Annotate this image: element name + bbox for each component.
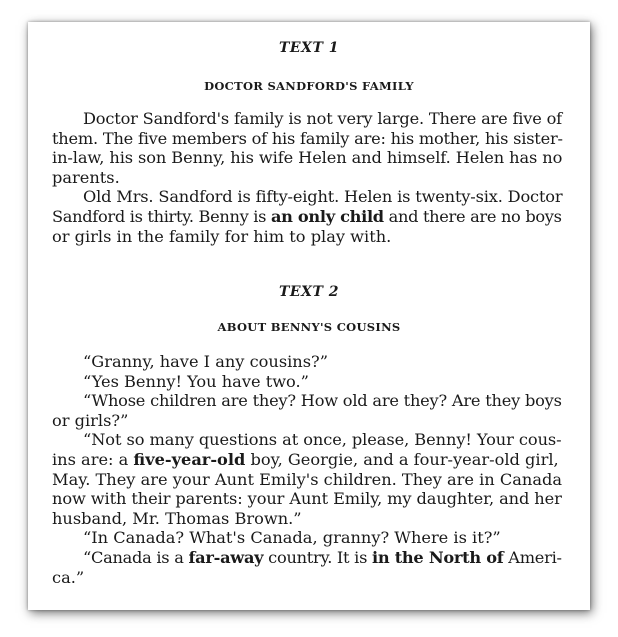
text1-line: parents.	[52, 167, 120, 187]
text-run: “Canada is a	[83, 547, 189, 567]
bold-phrase: far-away	[188, 547, 264, 567]
text-run: Ameri-	[503, 547, 562, 567]
text2-line: now with their parents: your Aunt Emily, my daughter, and her	[52, 489, 562, 509]
bold-phrase: five-year-old	[133, 449, 246, 469]
text1-heading: TEXT 1	[279, 40, 339, 56]
text2-line: ca.”	[52, 567, 85, 587]
text2-line-mixed	[52, 548, 562, 568]
text2-body	[52, 352, 562, 587]
text2-heading: TEXT 2	[279, 284, 339, 300]
text2-line-mixed	[52, 450, 562, 470]
text1-line: Doctor Sandford's family is not very large. There are five of	[83, 109, 562, 128]
page	[28, 22, 590, 610]
text1-line: in-law, his son Benny, his wife Helen and himself. Helen has no	[52, 148, 563, 168]
text-run: country. It is	[263, 547, 372, 567]
text2-line: or girls?”	[52, 410, 129, 430]
text2-line: “Whose children are they? How old are they? Are they boys	[83, 391, 562, 411]
text1-title: DOCTOR SANDFORD'S FAMILY	[204, 79, 414, 93]
text2-line: husband, Mr. Thomas Brown.”	[52, 508, 302, 528]
bold-phrase: an only child	[270, 206, 384, 226]
text2-title: ABOUT BENNY'S COUSINS	[217, 320, 401, 334]
text2-line: “Granny, have I any cousins?”	[83, 352, 328, 371]
text-run: Sandford is thirty. Benny is	[52, 206, 271, 226]
text2-line: “Not so many questions at once, please, Benny! Your cous-	[83, 430, 562, 450]
text1-line: them. The five members of his family are: his mother, his sister-	[52, 128, 563, 148]
text2-line: “In Canada? What's Canada, granny? Where is it?”	[83, 528, 501, 548]
text1-body	[52, 109, 562, 246]
text2-line: May. They are your Aunt Emily's children. They are in Canada	[52, 469, 562, 489]
text1-line-mixed	[52, 207, 562, 227]
text-run: and there are no boys	[383, 206, 562, 226]
text-run: ins are: a	[52, 449, 134, 469]
bold-phrase: in the North of	[371, 547, 504, 567]
text1-line: or girls in the family for him to play with.	[52, 226, 392, 246]
text1-line: Old Mrs. Sandford is fifty-eight. Helen is twenty-six. Doctor	[83, 187, 563, 207]
text-run: boy, Georgie, and a four-year-old girl,	[245, 449, 559, 469]
text2-line: “Yes Benny! You have two.”	[83, 371, 309, 391]
